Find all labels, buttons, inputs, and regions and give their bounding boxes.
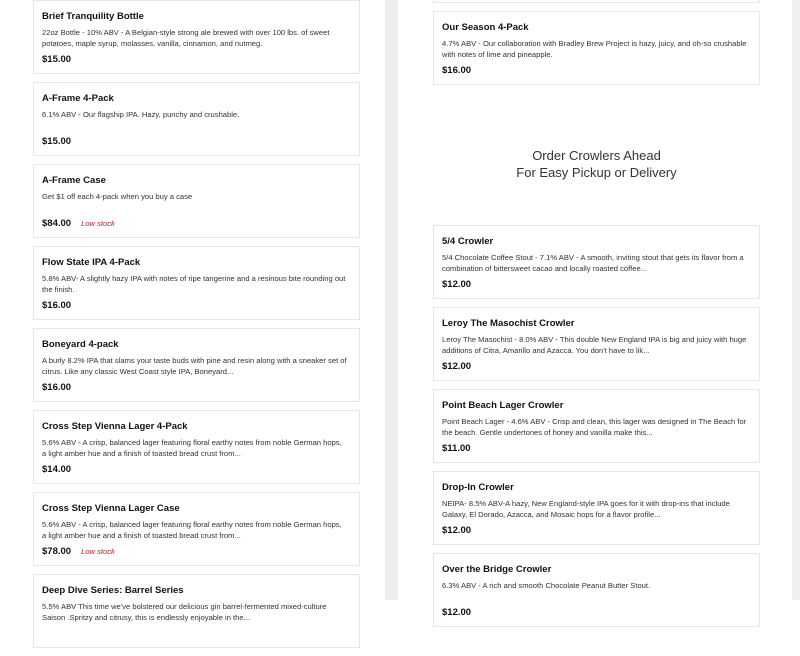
product-name: Flow State IPA 4-Pack [42, 257, 141, 268]
product-description: 22oz Bottle - 10% ABV - A Belgian-style strong ale brewed with over 100 lbs. of sweet potatoes, maple syrup, molasses, vanilla, cinnamon, and nutmeg. [42, 28, 330, 48]
product-price-row [42, 135, 351, 148]
product-description: 6.3% ABV - A rich and smooth Chocolate Peanut Butter Stout. [442, 581, 651, 590]
product-name: Point Beach Lager Crowler [442, 400, 564, 411]
product-price: $16.00 [42, 300, 72, 311]
product-card[interactable] [33, 82, 360, 156]
product-name: Drop-In Crowler [442, 482, 514, 493]
product-price: $12.00 [442, 607, 472, 618]
product-description: 5.6% ABV - A crisp, balanced lager featuring floral earthy notes from noble German hops, a light amber hue and a finish of toasted bread crust from... [42, 520, 342, 540]
product-price-row [42, 545, 351, 558]
product-price-row [42, 463, 351, 476]
product-price-row [42, 53, 351, 66]
product-card[interactable] [33, 574, 360, 648]
product-card[interactable] [33, 0, 360, 74]
product-price: $16.00 [42, 382, 72, 393]
product-name: Boneyard 4-pack [42, 339, 119, 350]
product-price: $15.00 [42, 54, 72, 65]
product-card[interactable] [33, 246, 360, 320]
product-description: 5.5% ABV This time we've bolstered our delicious gin barrel-fermented mixed-culture Saison .Spritzy and citrusy, this is endlessly enjoyable in the... [42, 602, 327, 622]
product-name: Deep Dive Series: Barrel Series [42, 585, 184, 596]
page-gutter [792, 0, 800, 600]
low-stock-badge: Low stock [81, 219, 115, 228]
product-name: Our Season 4-Pack [442, 22, 529, 33]
product-name: A-Frame 4-Pack [42, 93, 114, 104]
product-description: Point Beach Lager - 4.6% ABV - Crisp and clean, this lager was designed in The Beach for the beach. Gentle undertones of honey and vanilla make this... [442, 417, 747, 437]
product-price: $11.00 [442, 443, 471, 454]
product-description: 5.6% ABV - A crisp, balanced lager featuring floral earthy notes from noble German hops, a light amber hue and a finish of toasted bread crust from... [42, 438, 342, 458]
product-name: Cross Step Vienna Lager Case [42, 503, 180, 514]
product-description: A burly 8.2% IPA that slams your taste buds with pine and resin along with a sneaker set of citrus. Like any classic West Coast style IPA, Boneyard... [42, 356, 347, 376]
crowler-section-heading [433, 93, 760, 225]
heading-line-1: Order Crowlers Ahead [532, 148, 661, 163]
crowler-products [433, 225, 760, 635]
product-card[interactable] [33, 328, 360, 402]
product-price-row [442, 442, 751, 455]
product-card[interactable] [33, 164, 360, 238]
product-description: NEIPA- 8.5% ABV-A hazy, New England-style IPA goes for it with drop-ins that include Galaxy, El Dorado, Azacca, and Mosaic hops for a flavor profile... [442, 499, 730, 519]
product-price-row [42, 299, 351, 312]
product-price: $16.00 [442, 65, 472, 76]
product-description: 6.1% ABV - Our flagship IPA. Hazy, punchy and crushable. [42, 110, 240, 119]
product-description: 4.7% ABV - Our collaboration with Bradley Brew Project is hazy, juicy, and oh-so crushable with notes of lime and pineapple. [442, 39, 747, 59]
product-price: $12.00 [442, 361, 472, 372]
page-gutter [385, 0, 398, 600]
product-price-row [442, 524, 751, 537]
product-name: Leroy The Masochist Crowler [442, 318, 575, 329]
product-description: 5.8% ABV- A slightly hazy IPA with notes of ripe tangerine and a resinous bite rounding out the finish. [42, 274, 346, 294]
product-name: 5/4 Crowler [442, 236, 494, 247]
product-card[interactable] [33, 492, 360, 566]
heading-line-2: For Easy Pickup or Delivery [516, 165, 677, 180]
product-price-row [42, 627, 351, 640]
product-price-row [42, 381, 351, 394]
product-card-partial[interactable] [433, 0, 760, 3]
product-card[interactable] [433, 553, 760, 627]
product-price: $15.00 [42, 136, 72, 147]
product-card[interactable] [33, 410, 360, 484]
product-price-row [442, 360, 751, 373]
product-card[interactable] [433, 11, 760, 85]
left-product-list [33, 0, 360, 656]
product-name: Cross Step Vienna Lager 4-Pack [42, 421, 188, 432]
product-price-row [42, 217, 351, 230]
product-card[interactable] [433, 225, 760, 299]
product-description: Leroy The Masochist - 8.0% ABV - This double New England IPA is big and juicy with huge additions of Citra, Amarillo and Azacca. You don't have to lik... [442, 335, 747, 355]
product-price: $78.00 [42, 546, 72, 557]
product-price: $12.00 [442, 525, 472, 536]
right-product-list [433, 0, 760, 635]
product-price-row [442, 606, 751, 619]
product-card[interactable] [433, 471, 760, 545]
product-name: A-Frame Case [42, 175, 106, 186]
product-description: 5/4 Chocolate Coffee Stout - 7.1% ABV - A smooth, inviting stout that gets its flavor from a combination of bittersweet cacao and locally roasted coffee... [442, 253, 744, 273]
product-price-row [442, 64, 751, 77]
product-price: $84.00 [42, 218, 72, 229]
right-top-products [433, 11, 760, 93]
product-card[interactable] [433, 307, 760, 381]
product-description: Get $1 off each 4-pack when you buy a case [42, 192, 193, 201]
product-name: Over the Bridge Crowler [442, 564, 552, 575]
product-price-row [442, 278, 751, 291]
product-card[interactable] [433, 389, 760, 463]
low-stock-badge: Low stock [81, 547, 115, 556]
product-price: $12.00 [442, 279, 472, 290]
product-name: Brief Tranquility Bottle [42, 11, 144, 22]
product-price: $14.00 [42, 464, 72, 475]
